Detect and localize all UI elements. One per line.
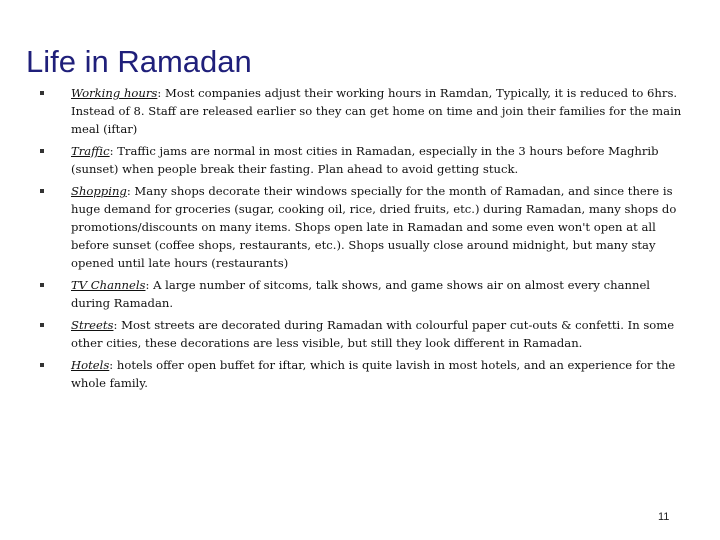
bullet-topic: Streets — [71, 318, 114, 332]
square-bullet-icon — [40, 91, 44, 95]
bullet-text: : hotels offer open buffet for iftar, which is quite lavish in most hotels, and an experience for the whole family. — [71, 358, 676, 390]
square-bullet-icon — [40, 363, 44, 367]
square-bullet-icon — [40, 323, 44, 327]
bullet-text: : A large number of sitcoms, talk shows, and game shows air on almost every channel during Ramadan. — [71, 278, 651, 310]
bullet-item-streets — [40, 316, 690, 352]
bullet-topic: Working hours — [71, 86, 158, 100]
bullet-text: : Traffic jams are normal in most cities in Ramadan, especially in the 3 hours before Maghrib (sunset) when people break their fasting. Plan ahead to avoid getting stuck. — [71, 144, 659, 176]
bullet-text: : Most streets are decorated during Ramadan with colourful paper cut-outs & confetti. In some other cities, these decorations are less visible, but still they look different in Ramadan. — [71, 318, 675, 350]
bullet-topic: Hotels — [71, 358, 110, 372]
slide-title: Life in Ramadan — [26, 44, 252, 79]
square-bullet-icon — [40, 149, 44, 153]
bullet-topic: Traffic — [71, 144, 110, 158]
bullet-item-shopping — [40, 182, 690, 272]
bullet-list — [40, 84, 690, 396]
bullet-item-tv-channels — [40, 276, 690, 312]
page-number: 11 — [658, 511, 670, 523]
bullet-item-working-hours — [40, 84, 690, 138]
bullet-topic: Shopping — [71, 184, 127, 198]
bullet-text: : Many shops decorate their windows specially for the month of Ramadan, and since there is huge demand for groceries (sugar, cooking oil, rice, dried fruits, etc.) during Ramadan, many shops do promotions/discounts on many items. Shops open late in Ramadan and some even won't open at all before sunset (coffee shops, restaurants, etc.). Shops usually close around midnight, but many stay opened until late hours (restaurants) — [71, 184, 677, 270]
bullet-item-traffic — [40, 142, 690, 178]
bullet-topic: TV Channels — [71, 278, 146, 292]
square-bullet-icon — [40, 283, 44, 287]
bullet-text: : Most companies adjust their working hours in Ramdan, Typically, it is reduced to 6hrs. Instead of 8. Staff are released earlier so they can get home on time and join their families for the main meal (iftar) — [71, 86, 682, 136]
square-bullet-icon — [40, 189, 44, 193]
bullet-item-hotels — [40, 356, 690, 392]
